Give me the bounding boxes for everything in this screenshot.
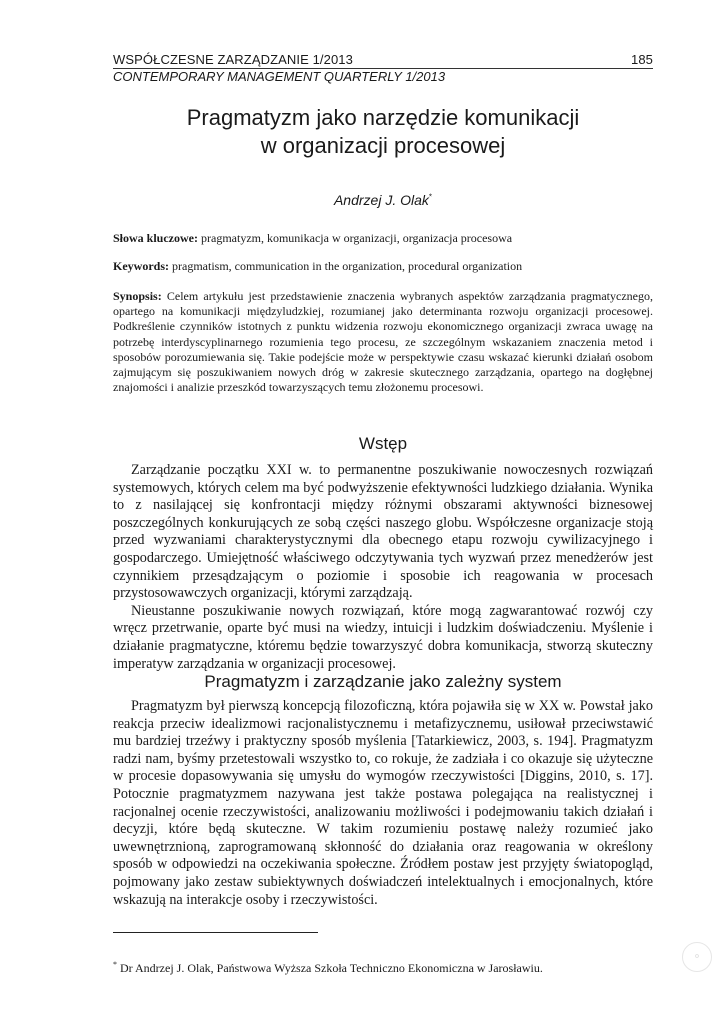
section-heading-pragmatism: Pragmatyzm i zarządzanie jako zależny system: [204, 672, 562, 691]
footnote-text: Dr Andrzej J. Olak, Państwowa Wyższa Szkoła Techniczno Ekonomiczna w Jarosławiu.: [117, 961, 543, 975]
paragraph: Zarządzanie początku XXI w. to permanentne poszukiwanie nowoczesnych rozwiązań systemowych, których celem ma być podwyższenie efektywności ludzkiego działania. Wynika to z nasilającej się konfrontacji między różnymi obszarami aktywności biznesowej poszczególnych konkurujących ze sobą części naszego globu. Współczesne organizacje stoją przed wyzwaniami charakterystycznymi dla obecnego etapu rozwoju cywilizacyjnego i gospodarczego. Umiejętność właściwego odczytywania tych wyzwań przez menedżerów jest czynnikiem przesądzającym o poziomie i sposobie ich reagowania w procesach przystosowawczych organizacji, którymi zarządzają.: [113, 462, 653, 602]
keywords-polish-label: Słowa kluczowe:: [113, 231, 198, 245]
article-title: [113, 104, 653, 160]
journal-title-pl: WSPÓŁCZESNE ZARZĄDZANIE 1/2013: [113, 52, 353, 67]
keywords-polish: [113, 230, 653, 246]
running-header: [113, 52, 653, 85]
author-line: [113, 192, 653, 208]
footnote: [113, 960, 653, 976]
keywords-english-text: pragmatism, communication in the organization, procedural organization: [169, 259, 523, 273]
synopsis: [113, 289, 653, 395]
paragraph: Nieustanne poszukiwanie nowych rozwiązań, które mogą zagwarantować rozwój czy wręcz przetrwanie, oparte być musi na wiedzy, intuicji i ludzkim doświadczeniu. Myślenie i działanie pragmatyczne, któremu będzie towarzyszyć dobra komunikacja, stworzą skuteczny imperatyw zarządzania w organizacji procesowej.: [113, 602, 653, 672]
keywords-english-label: Keywords:: [113, 259, 169, 273]
corner-watermark-icon: ⚬: [682, 942, 712, 972]
journal-title-en: CONTEMPORARY MANAGEMENT QUARTERLY 1/2013: [113, 68, 653, 85]
article-title-line1: Pragmatyzm jako narzędzie komunikacji: [186, 105, 580, 130]
author-name: Andrzej J. Olak: [333, 192, 429, 208]
footnote-separator: [113, 932, 318, 933]
synopsis-label: Synopsis:: [113, 289, 162, 303]
author-footnote-marker: *: [428, 192, 433, 202]
paragraph: Pragmatyzm był pierwszą koncepcją filozoficzną, która pojawiła się w XX w. Powstał jako reakcja przeciw idealizmowi racjonalistycznemu i metafizycznemu, usiłował przeciwstawić mu bardziej trzeźwy i praktyczny sposób myślenia [Tatarkiewicz, 2003, s. 194]. Pragmatyzm radzi nam, byśmy przetestowali wszystko to, co rokuje, że zadziała i co okazuje się użyteczne w procesie dopasowywania się umysłu do wymogów rzeczywistości [Diggins, 2010, s. 17]. Potocznie pragmatyzmem nazywana jest także postawa polegająca na realistycznej i racjonalnej ocenie rzeczywistości, analizowaniu możliwości i podejmowaniu takich działań i decyzji, które będą skuteczne. W takim rozumieniu postawę należy rozumieć jako uwewnętrznioną, zaprogramowaną skłonność do działania oraz reagowania w określony sposób w odpowiedzi na oczekiwania społeczne. Źródłem postaw jest przyjęty światopogląd, pojmowany jako zestaw subiektywnych doświadczeń intelektualnych i emocjonalnych, które wskazują na interakcje osoby i rzeczywistości.: [113, 698, 653, 908]
section-heading-intro: Wstęp: [358, 434, 408, 453]
section-pragmatism-body: [113, 698, 653, 909]
keywords-english: [113, 258, 653, 274]
keywords-polish-text: pragmatyzm, komunikacja w organizacji, organizacja procesowa: [198, 231, 513, 245]
article-title-line2: w organizacji procesowej: [260, 133, 506, 158]
footnote-marker: *: [113, 960, 117, 969]
synopsis-text: Celem artykułu jest przedstawienie znaczenia wybranych aspektów zarządzania pragmatycznego, opartego na komunikacji międzyludzkiej, rozumianej jako determinanta rozwoju organizacji procesowej. Podkreślenie czynników istotnych z punktu widzenia rozwoju ekonomicznego organizacji zwraca uwagę na potrzebę interdyscyplinarnego rozumienia tego procesu, ze szczególnym wskazaniem znaczenia metod i sposobów porozumiewania się. Takie podejście może w perspektywie czasu wskazać kierunki działań osobom zajmującym się poszukiwaniem nowych dróg w zakresie skutecznego zarządzania, opartego na dogłębnej znajomości i analizie przeszkód towarzyszących temu złożonemu procesowi.: [113, 289, 653, 395]
page-number: 185: [631, 52, 653, 67]
section-intro-body: [113, 462, 653, 673]
